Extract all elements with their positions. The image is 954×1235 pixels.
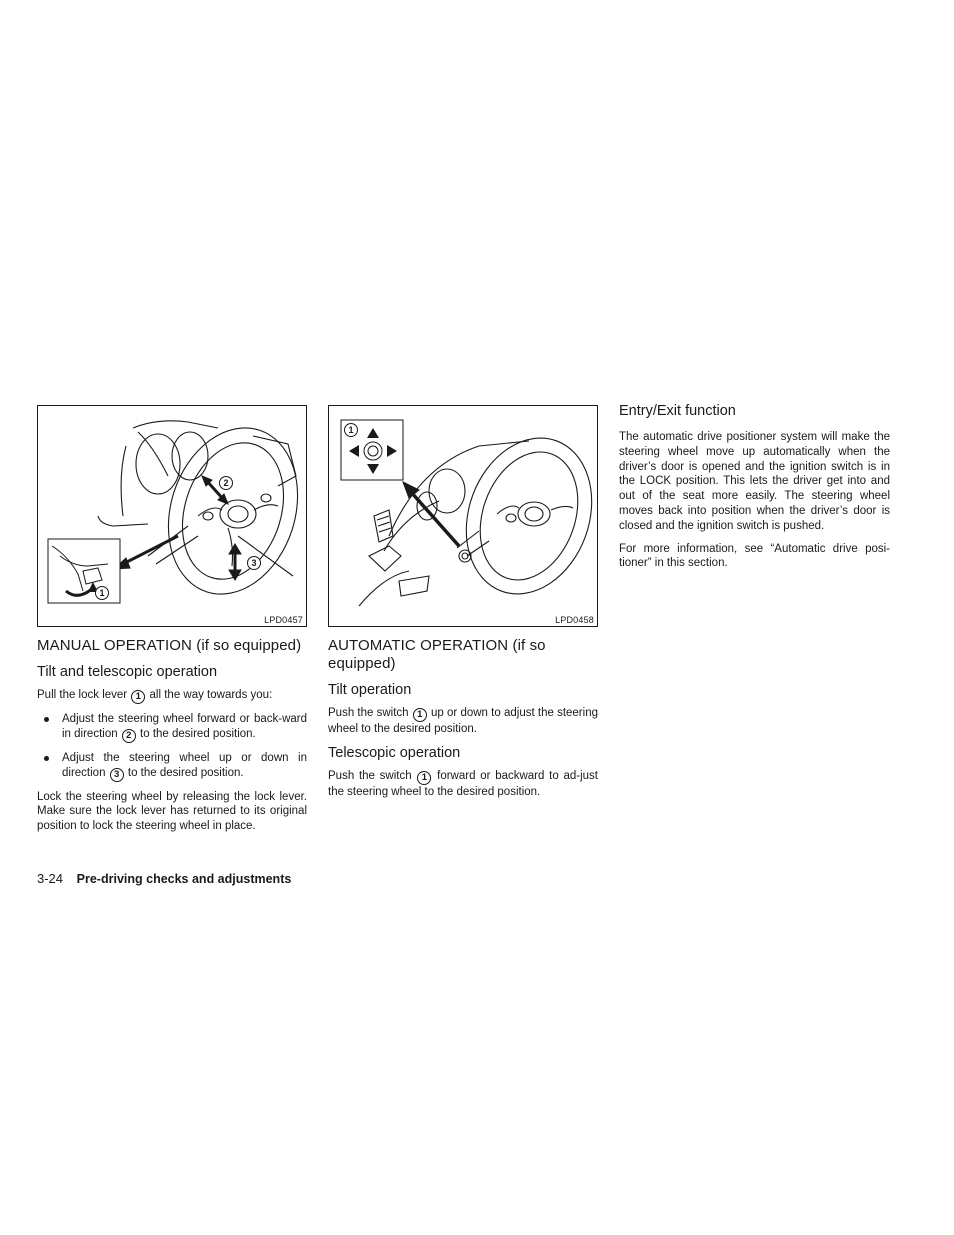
page-footer (37, 871, 291, 887)
automatic-operation-column (328, 405, 598, 808)
bullet-icon (44, 717, 49, 722)
callout-2: 2 (223, 478, 229, 488)
tilt-telescopic-heading: Tilt and telescopic operation (37, 664, 218, 680)
callout-1: 1 (348, 425, 354, 435)
figure-manual-steering (37, 405, 307, 627)
tilt-operation-heading: Tilt operation (328, 682, 412, 698)
figure-automatic-steering (328, 405, 598, 627)
entry-exit-text: The automatic drive positioner system will make the steering wheel move up automatically when the driver’s door is opened and the ignition switch is in the LOCK position. This lets the driver get into and out of the seat more easily. The steering wheel moves back into position when the driver’s door is closed and the ignition switch is pushed. (619, 431, 890, 532)
page-number: 3-24 (37, 871, 64, 886)
tilt-operation-text: Push the switch 1 up or down to adjust the steering wheel to the desired position. (328, 707, 598, 735)
figure-code: LPD0457 (264, 615, 303, 625)
list-item: Adjust the steering wheel up or down in direction 3 to the desired position. (37, 751, 307, 782)
figure-code: LPD0458 (555, 615, 594, 625)
callout-ref: 3 (110, 768, 124, 782)
callout-ref: 2 (122, 729, 136, 743)
callout-ref: 1 (413, 708, 427, 722)
more-info-text: For more information, see “Automatic drive posi-tioner” in this section. (619, 542, 890, 570)
pull-lever-text: Pull the lock lever 1 all the way towards you: (37, 689, 273, 702)
manual-operation-heading: MANUAL OPERATION (if so equipped) (37, 637, 302, 654)
callout-ref: 1 (131, 690, 145, 704)
entry-exit-column (619, 401, 890, 579)
entry-exit-heading: Entry/Exit function (619, 403, 736, 419)
manual-operation-column (37, 405, 307, 842)
automatic-operation-heading: AUTOMATIC OPERATION (if so equipped) (328, 637, 546, 672)
callout-3: 3 (251, 558, 257, 568)
telescopic-operation-text: Push the switch 1 forward or backward to ad-just the steering wheel to the desired position. (328, 769, 598, 798)
callout-1: 1 (99, 588, 105, 598)
callout-ref: 1 (417, 771, 431, 785)
bullet-icon (44, 756, 49, 761)
steering-wheel-illustration (38, 406, 306, 626)
steering-switch-illustration (329, 406, 597, 626)
list-item: Adjust the steering wheel forward or back-ward in direction 2 to the desired position. (37, 712, 307, 743)
adjust-list (37, 712, 307, 782)
section-title: Pre-driving checks and adjustments (76, 872, 292, 886)
lock-wheel-text: Lock the steering wheel by releasing the lock lever. Make sure the lock lever has returned to its original position to lock the steering wheel in place. (37, 790, 307, 833)
telescopic-operation-heading: Telescopic operation (328, 744, 461, 761)
